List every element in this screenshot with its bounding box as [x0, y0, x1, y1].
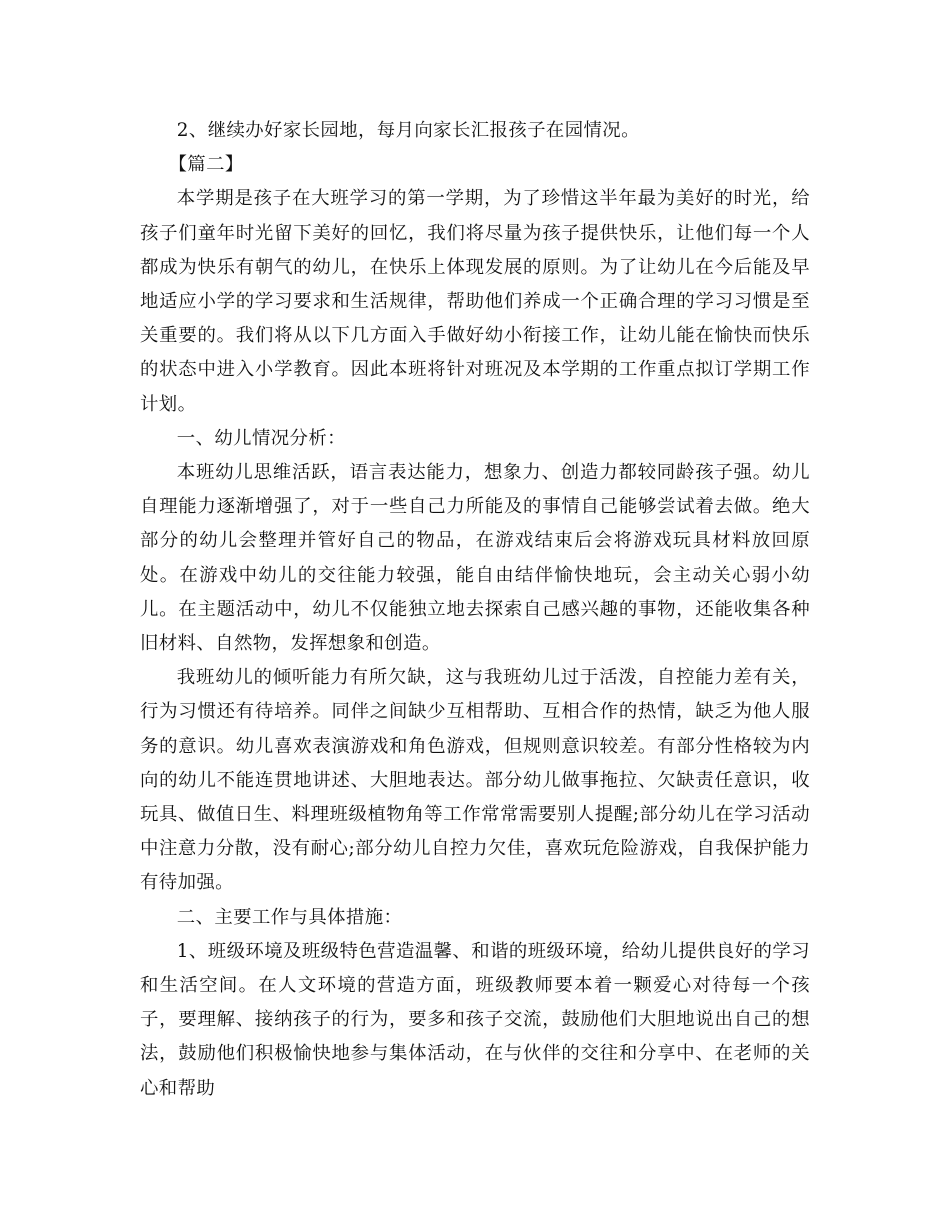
heading-child-analysis: 一、幼儿情况分析： [176, 427, 346, 449]
document-body [140, 114, 810, 1106]
section-heading-part-two: 【篇二】 [168, 154, 244, 176]
paragraph-continue-parent-garden: 2、继续办好家长园地，每月向家长汇报孩子在园情况。 [176, 120, 640, 141]
paragraph-class-environment: 1、班级环境及班级特色营造温馨、和谐的班级环境，给幼儿提供良好的学习和生活空间。在人文环境的营造方面，班级教师要本着一颗爱心对待每一个孩子，要理解、接纳孩子的行为，要多和孩子交流，鼓励他们大胆地说出自己的想法，鼓励他们积极愉快地参与集体活动，在与伙伴的交往和分享中、在老师的关心和帮助 [140, 940, 810, 1099]
heading-main-work-measures: 二、主要工作与具体措施： [176, 906, 403, 928]
paragraph-class-weaknesses: 我班幼儿的倾听能力有所欠缺，这与我班幼儿过于活泼，自控能力差有关，行为习惯还有待培养。同伴之间缺少互相帮助、互相合作的热情，缺乏为他人服务的意识。幼儿喜欢表演游戏和角色游戏，但规则意识较差。有部分性格较为内向的幼儿不能连贯地讲述、大胆地表达。部分幼儿做事拖拉、欠缺责任意识，收玩具、做值日生、料理班级植物角等工作常常需要别人提醒;部分幼儿在学习活动中注意力分散，没有耐心;部分幼儿自控力欠佳，喜欢玩危险游戏，自我保护能力有待加强。 [140, 667, 810, 894]
paragraph-class-strengths: 本班幼儿思维活跃，语言表达能力，想象力、创造力都较同龄孩子强。幼儿自理能力逐渐增强了，对于一些自己力所能及的事情自己能够尝试着去做。绝大部分的幼儿会整理并管好自己的物品，在游戏结束后会将游戏玩具材料放回原处。在游戏中幼儿的交往能力较强，能自由结伴愉快地玩，会主动关心弱小幼儿。在主题活动中，幼儿不仅能独立地去探索自己感兴趣的事物，还能收集各种旧材料、自然物，发挥想象和创造。 [140, 462, 810, 655]
paragraph-introduction: 本学期是孩子在大班学习的第一学期，为了珍惜这半年最为美好的时光，给孩子们童年时光留下美好的回忆，我们将尽量为孩子提供快乐，让他们每一个人都成为快乐有朝气的幼儿，在快乐上体现发展的原则。为了让幼儿在今后能及早地适应小学的学习要求和生活规律，帮助他们养成一个正确合理的学习习惯是至关重要的。我们将从以下几方面入手做好幼小衔接工作，让幼儿能在愉快而快乐的状态中进入小学教育。因此本班将针对班况及本学期的工作重点拟订学期工作计划。 [140, 188, 810, 415]
